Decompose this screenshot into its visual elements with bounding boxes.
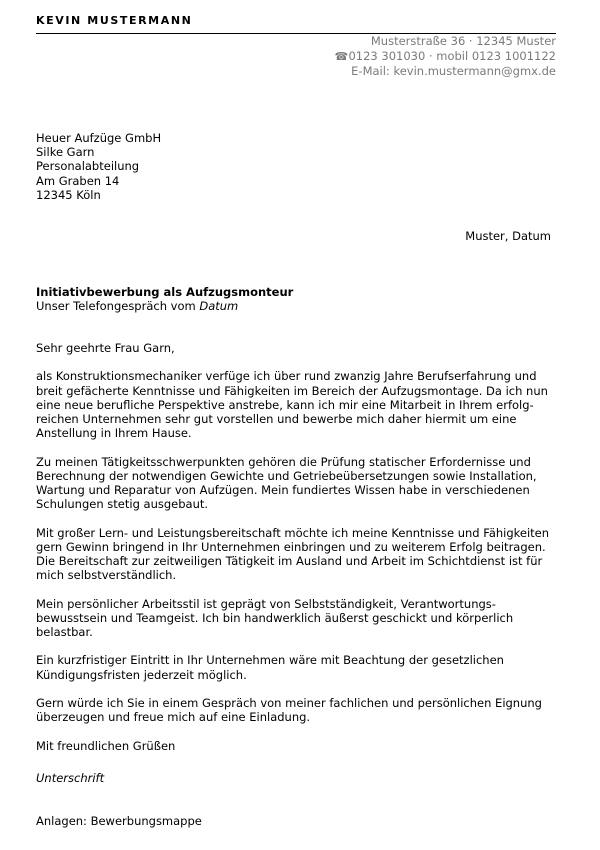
salutation: Sehr geehrte Frau Garn, xyxy=(36,341,175,355)
sender-email: E-Mail: kevin.mustermann@gmx.de xyxy=(351,64,556,78)
body-paragraphs xyxy=(36,369,561,724)
paragraph-line: Mein persönlicher Arbeitsstil ist geprägt von Selbstständigkeit, Verantwortungs- xyxy=(36,596,496,611)
recipient-street: Am Graben 14 xyxy=(36,173,120,188)
paragraph-line: Kündigungsfristen jederzeit möglich. xyxy=(36,667,247,682)
sender-phone-line xyxy=(334,49,556,65)
recipient-address xyxy=(36,131,161,202)
body-paragraph xyxy=(36,526,561,583)
recipient-company: Heuer Aufzüge GmbH xyxy=(36,131,162,145)
body-paragraph xyxy=(36,455,561,512)
subject-reference xyxy=(36,299,293,313)
body-paragraph xyxy=(36,653,561,681)
paragraph-line: überzeugen und freue mich auf eine Einladung. xyxy=(36,710,311,725)
paragraph-line: als Konstruktionsmechaniker verfüge ich über rund zwanzig Jahre Berufserfahrung und xyxy=(36,369,537,384)
paragraph-line: Wartung und Reparatur von Aufzügen. Mein fundiertes Wissen habe in verschiedenen xyxy=(36,483,530,497)
paragraph-line: Die Bereitschaft zur zeitweiligen Tätigkeit im Ausland und Arbeit im Schichtdienst ist für xyxy=(36,554,543,568)
place-date: Muster, Datum xyxy=(465,229,551,243)
body-paragraph xyxy=(36,696,561,724)
paragraph-line: Schulungen stetig ausgebaut. xyxy=(36,497,209,512)
attachments: Anlagen: Bewerbungsmappe xyxy=(36,814,202,828)
subject-reference-date: Datum xyxy=(199,299,239,314)
sender-phone: 0123 301030 · mobil 0123 1001122 xyxy=(348,48,556,63)
paragraph-line: gern Gewinn bringend in Ihr Unternehmen einbringen und zu weiterem Erfolg beitragen. xyxy=(36,539,546,554)
paragraph-line: belastbar. xyxy=(36,625,93,639)
sender-contact-block xyxy=(334,34,556,79)
subject-block xyxy=(36,285,293,313)
sender-address: Musterstraße 36 · 12345 Muster xyxy=(370,34,556,48)
paragraph-line: Anstellung in Ihrem Hause. xyxy=(36,426,192,441)
paragraph-line: mich selbstverständlich. xyxy=(36,568,177,583)
paragraph-line: reichen Unternehmen sehr gut vorstellen und bewerbe mich daher hiermit um eine xyxy=(36,412,517,426)
paragraph-line: Ein kurzfristiger Eintritt in Ihr Unternehmen wäre mit Beachtung der gesetzlichen xyxy=(36,653,504,668)
paragraph-line: Mit großer Lern- und Leistungsbereitschaft möchte ich meine Kenntnisse und Fähigkeiten xyxy=(36,525,550,540)
telephone-icon: ☎ xyxy=(334,49,349,63)
recipient-person: Silke Garn xyxy=(36,145,95,160)
letter-body xyxy=(36,341,561,767)
paragraph-line: breit gefächerte Kenntnisse und Fähigkeiten im Bereich der Aufzugsmontage. Da ich nun xyxy=(36,383,548,398)
subject-title: Initiativbewerbung als Aufzugsmonteur xyxy=(36,285,294,299)
subject-reference-prefix: Unser Telefongespräch vom xyxy=(36,299,200,314)
recipient-department: Personalabteilung xyxy=(36,159,140,174)
paragraph-line: bewusstsein und Teamgeist. Ich bin handwerklich äußerst geschickt und körperlich xyxy=(36,610,514,625)
recipient-city: 12345 Köln xyxy=(36,187,101,202)
paragraph-line: Gern würde ich Sie in einem Gespräch von meiner fachlichen und persönlichen Eignung xyxy=(36,695,542,710)
paragraph-line: Zu meinen Tätigkeitsschwerpunkten gehören die Prüfung statischer Erfordernisse und xyxy=(36,454,531,469)
sender-name: KEVIN MUSTERMANN xyxy=(36,14,193,27)
body-paragraph xyxy=(36,369,561,440)
signature: Unterschrift xyxy=(36,771,105,785)
body-paragraph xyxy=(36,597,561,640)
paragraph-line: Berechnung der notwendigen Gewichte und Getriebeübersetzungen sowie Installation, xyxy=(36,468,537,483)
closing: Mit freundlichen Grüßen xyxy=(36,738,176,753)
paragraph-line: eine neue berufliche Perspektive anstrebe, kann ich mir eine Mitarbeit in Ihrem erfolg- xyxy=(36,397,534,412)
